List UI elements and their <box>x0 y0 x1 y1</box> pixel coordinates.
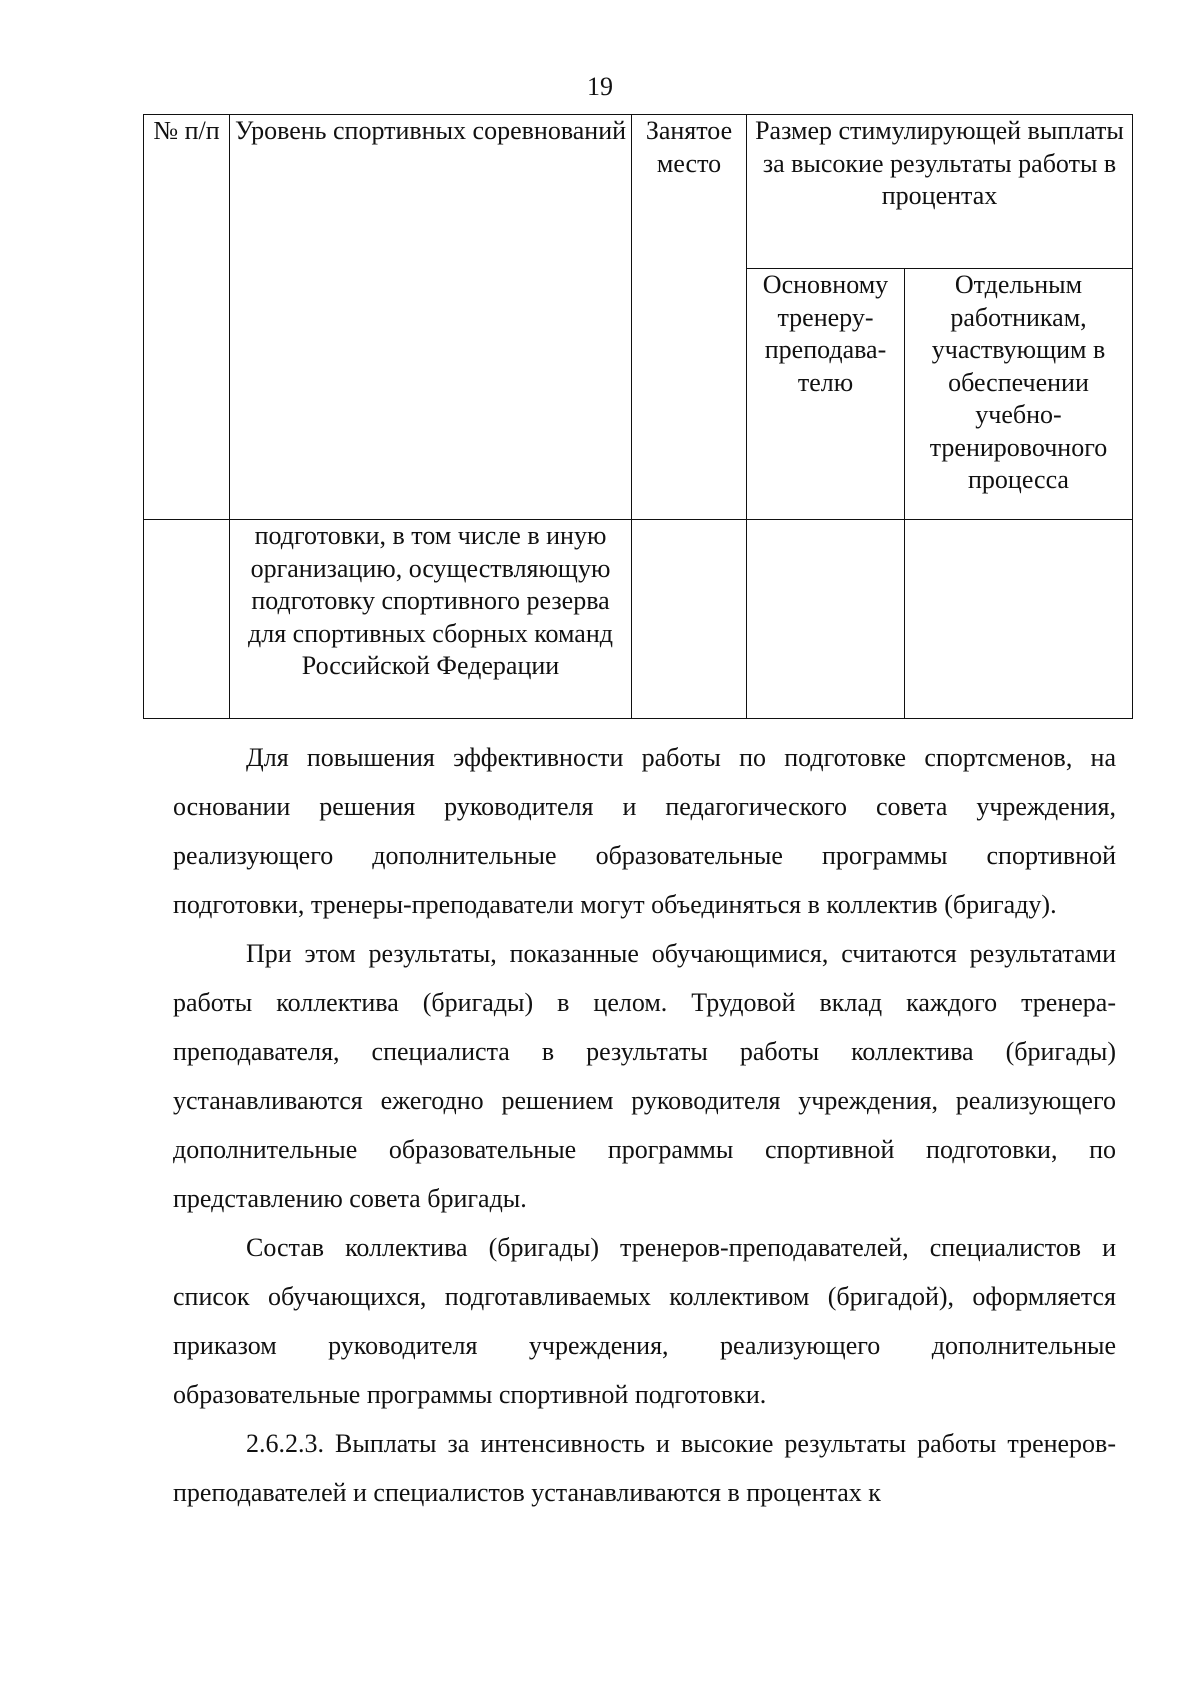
header-payment-size: Размер стимулирующей выплаты за высокие результаты работы в процентах <box>747 115 1133 269</box>
cell-number <box>144 520 230 719</box>
paragraph: При этом результаты, показанные обучающимися, считаются результатами работы коллектива (бригады) в целом. Трудовой вклад каждого тренера-преподавателя, специалиста в результаты работы коллектива (бригады) устанавливаются ежегодно решением руководителя учреждения, реализующего дополнительные образовательные программы спортивной подготовки, по представлению совета бригады. <box>173 939 1116 1213</box>
cell-competition-level: подготовки, в том числе в иную организацию, осуществляющую подготовку спортивного резерва для спортивных сборных команд Российской Федерации <box>230 520 632 719</box>
header-other-workers: Отдельным работникам, участвующим в обеспечении учебно-тренировочного процесса <box>905 269 1133 520</box>
body-text <box>173 733 1116 1517</box>
paragraph: Для повышения эффективности работы по подготовке спортсменов, на основании решения руководителя и педагогического совета учреждения, реализующего дополнительные образовательные программы спортивной подготовки, тренеры-преподаватели могут объединяться в коллектив (бригаду). <box>173 743 1116 919</box>
paragraph: Состав коллектива (бригады) тренеров-преподавателей, специалистов и список обучающихся, подготавливаемых коллективом (бригадой), оформляется приказом руководителя учреждения, реализующего дополнительные образовательные программы спортивной подготовки. <box>173 1233 1116 1409</box>
cell-main-coach <box>747 520 905 719</box>
table-header-row <box>144 115 1133 269</box>
header-main-coach: Основному тренеру-преподава-телю <box>747 269 905 520</box>
paragraph: 2.6.2.3. Выплаты за интенсивность и высокие результаты работы тренеров-преподавателей и специалистов устанавливаются в процентах к <box>173 1429 1116 1507</box>
stimulus-payment-table <box>143 114 1133 719</box>
table-row <box>144 520 1133 719</box>
page-number: 19 <box>587 72 613 101</box>
header-place: Занятое место <box>632 115 747 520</box>
header-competition-level: Уровень спортивных соревнований <box>230 115 632 520</box>
cell-other-workers <box>905 520 1133 719</box>
header-number: № п/п <box>144 115 230 520</box>
cell-place <box>632 520 747 719</box>
